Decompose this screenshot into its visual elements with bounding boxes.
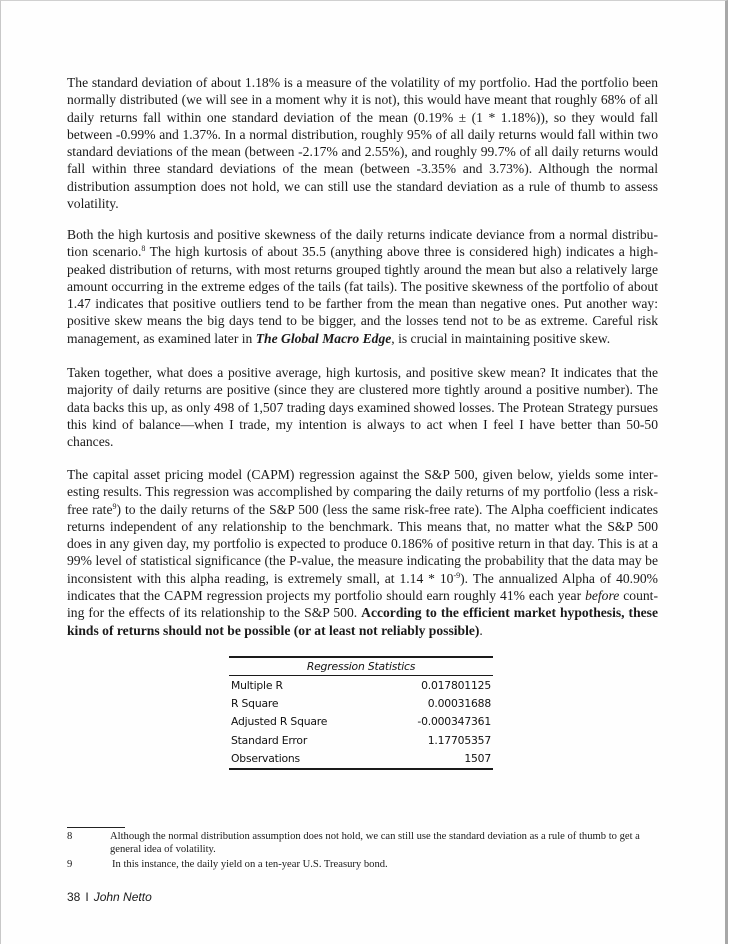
row-value: 0.017801125 (421, 678, 491, 692)
paragraph-text: , is crucial in maintaining positive skew. (391, 330, 611, 346)
footnote-ref-9[interactable]: 9 (112, 501, 117, 511)
paragraph-kurtosis-skewness (67, 226, 658, 347)
row-label: Multiple R (231, 678, 283, 692)
paragraph-text: ). The annualized Alpha of 40.90% indicates that the CAPM regression projects my portfolio should earn roughly 41% each year (67, 570, 658, 604)
regression-statistics-table (229, 656, 493, 770)
table-header-row (229, 657, 493, 676)
footnote-number: 9 (67, 859, 73, 870)
footer-separator: I (85, 890, 89, 904)
footnote-divider (67, 827, 125, 828)
table-row (229, 750, 493, 769)
footnote-text: In this instance, the daily yield on a ten-year U.S. Treasury bond. (112, 859, 388, 870)
paragraph-text: counting for the effects of its relationship to the S&P 500. (67, 588, 658, 621)
paragraph-text: Both the high kurtosis and positive skewness of the daily returns indicate deviance from a normal distribution scenario. (67, 227, 658, 260)
row-label: Observations (229, 750, 378, 769)
paragraph-text: The high kurtosis of about 35.5 (anything above three is considered high) indicates a high-peaked distribution of returns, with most returns grouped tightly around the mean but also a relatively large amount occurring in the extreme edges of the tails (fat tails). The positive skewness of the portfolio of about 1.47 indicates that positive outliers tend to be farther from the mean than negative ones. Put another way: positive skew means the big days tend to be bigger, and the losses tend not to be as extreme. Careful risk management, as examined later in (67, 244, 658, 346)
table-row (229, 676, 493, 695)
footnote-9 (67, 858, 659, 871)
book-title: The Global Macro Edge (255, 330, 392, 346)
emphasis-efficient-market: According to the efficient market hypothesis, these kinds of returns should not be possible (or at least not reliably possible) (67, 605, 658, 638)
row-value: 0.00031688 (427, 697, 491, 711)
row-value: -0.000347361 (417, 715, 491, 729)
table-row (229, 713, 493, 731)
page-number: 38 (67, 890, 81, 904)
paragraph-text: ) to the daily returns of the S&P 500 (less the same risk-free rate). The Alpha coefficient indicates returns independent of any relationship to the benchmark. This means that, no matter what the S&P 500 does in any given day, my portfolio is expected to produce 0.186% of positive return in that day. This is at a 99% level of statistical significance (the P-value, the measure indicating the probability that the data may be inconsistent with this alpha reading, is extremely small, at 1.14 * 10 (67, 501, 658, 586)
footnote-ref-8[interactable]: 8 (141, 244, 146, 254)
emphasis-before: before (585, 588, 620, 604)
exponent: -9 (453, 570, 461, 580)
row-value: 1507 (378, 750, 493, 769)
table-row (229, 694, 493, 712)
footnote-text: Although the normal distribution assumption does not hold, we can still use the standard deviation as a rule of thumb to get a general idea of volatility. (110, 831, 640, 856)
author-name: John Netto (93, 890, 152, 904)
paragraph-capm-regression (67, 466, 658, 639)
paragraph-standard-deviation: The standard deviation of about 1.18% is a measure of the volatility of my portfolio. Had the portfolio been normally distributed (we will see in a moment why it is not), this would have meant that roughly 68% of all daily returns fall within one standard deviation of the mean (0.19% ± (1 * 1.18%)), so they would fall between -0.99% and 1.37%. In a normal distribution, roughly 95% of all daily returns would fall within two standard deviations of the mean (between -2.17% and 2.55%), and roughly 99.7% of all daily returns would fall within three standard deviations of the mean (between -3.35% and 3.73%). Although the normal distribution assumption does not hold, we can still use the standard deviation as a rule of thumb to assess volatility. (67, 75, 658, 212)
paragraph-text: The capital asset pricing model (CAPM) regression against the S&P 500, given below, yields some interesting results. This regression was accomplished by comparing the daily returns of my portfolio (less a risk-free rate (67, 467, 658, 517)
row-label: R Square (231, 697, 279, 711)
page-footer (67, 890, 152, 904)
table-row (229, 731, 493, 749)
paragraph-taken-together: Taken together, what does a positive average, high kurtosis, and positive skew mean? It indicates that the majority of daily returns are positive (since they are clustered more tightly around a positive number). The data backs this up, as only 498 of 1,507 trading days examined showed losses. The Protean Strategy pursues this kind of balance—when I trade, my intention is always to act when I feel I have better than 50-50 chances. (67, 365, 658, 450)
footnote-8 (67, 830, 659, 857)
table-title: Regression Statistics (229, 657, 493, 676)
row-label: Standard Error (231, 733, 308, 747)
footnote-number: 8 (67, 831, 73, 842)
paragraph-text: . (479, 622, 483, 638)
row-value: 1.17705357 (427, 733, 491, 747)
row-label: Adjusted R Square (231, 715, 328, 729)
